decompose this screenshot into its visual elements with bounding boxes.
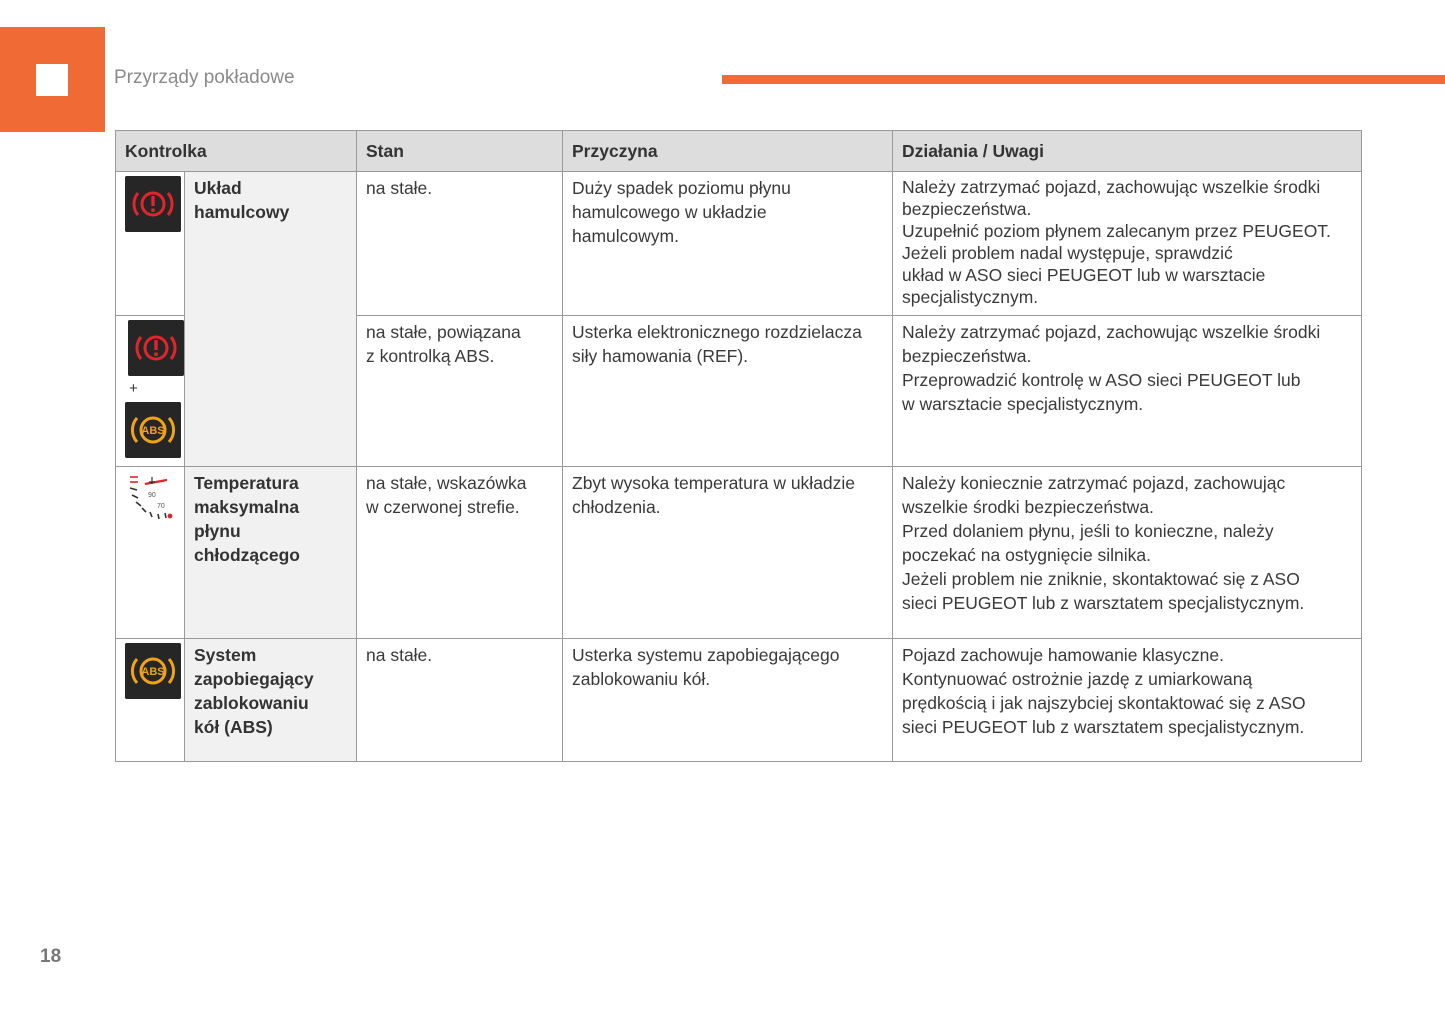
table-row	[116, 172, 1362, 316]
cause-cell: Duży spadek poziomu płynu hamulcowego w układzie hamulcowym.	[563, 172, 893, 316]
svg-text:ABS: ABS	[141, 425, 165, 437]
icon-cell	[116, 172, 185, 316]
header-stan: Stan	[357, 131, 563, 172]
state-cell: na stałe, wskazówka w czerwonej strefie.	[357, 467, 563, 639]
warning-lights-table	[115, 130, 1362, 762]
table-row	[116, 467, 1362, 639]
cause-cell: Zbyt wysoka temperatura w układzie chłodzenia.	[563, 467, 893, 639]
header-kontrolka: Kontrolka	[116, 131, 357, 172]
action-cell: Należy koniecznie zatrzymać pojazd, zachowując wszelkie środki bezpieczeństwa. Przed dolaniem płynu, jeśli to konieczne, należy poczekać na ostygnięcie silnika. Jeżeli problem nie zniknie, skontaktować się z ASO sieci PEUGEOT lub z warsztatem specjalistycznym.	[893, 467, 1362, 639]
action-cell: Należy zatrzymać pojazd, zachowując wszelkie środki bezpieczeństwa. Przeprowadzić kontrolę w ASO sieci PEUGEOT lub w warsztacie specjalistycznym.	[893, 316, 1362, 467]
gauge-label: 70	[157, 503, 165, 510]
abs-warning-icon	[125, 402, 181, 458]
lamp-name: Temperatura maksymalna płynu chłodzącego	[185, 467, 357, 639]
section-title: Przyrządy pokładowe	[114, 67, 295, 88]
icon-cell	[116, 316, 185, 467]
icon-cell	[116, 467, 185, 639]
state-cell: na stałe.	[357, 639, 563, 762]
coolant-temperature-gauge-icon	[125, 471, 185, 531]
brake-warning-icon	[125, 176, 181, 232]
chapter-tab-square	[36, 64, 68, 96]
header-dzialania: Działania / Uwagi	[893, 131, 1362, 172]
action-cell: Należy zatrzymać pojazd, zachowując wszelkie środki bezpieczeństwa. Uzupełnić poziom płynem zalecanym przez PEUGEOT. Jeżeli problem nadal występuje, sprawdzić układ w ASO sieci PEUGEOT lub w warsztacie specjalistycznym.	[893, 172, 1362, 316]
brake-warning-icon	[128, 320, 184, 376]
lamp-name: Układ hamulcowy	[185, 172, 357, 467]
cause-cell: Usterka systemu zapobiegającego zablokowaniu kół.	[563, 639, 893, 762]
gauge-label: 90	[148, 492, 156, 499]
table-header-row	[116, 131, 1362, 172]
state-cell: na stałe, powiązana z kontrolką ABS.	[357, 316, 563, 467]
header-przyczyna: Przyczyna	[563, 131, 893, 172]
cause-cell: Usterka elektronicznego rozdzielacza siły hamowania (REF).	[563, 316, 893, 467]
icon-cell	[116, 639, 185, 762]
page-number: 18	[40, 946, 62, 967]
action-cell: Pojazd zachowuje hamowanie klasyczne. Kontynuować ostrożnie jazdę z umiarkowaną prędkością i jak najszybciej skontaktować się z ASO sieci PEUGEOT lub z warsztatem specjalistycznym.	[893, 639, 1362, 762]
chapter-tab	[0, 27, 105, 132]
state-cell: na stałe.	[357, 172, 563, 316]
header-rule	[722, 75, 1445, 84]
lamp-name: System zapobiegający zablokowaniu kół (ABS)	[185, 639, 357, 762]
plus-sign: +	[129, 380, 138, 397]
abs-warning-icon	[125, 643, 181, 699]
table-row	[116, 639, 1362, 762]
svg-text:ABS: ABS	[141, 666, 165, 678]
